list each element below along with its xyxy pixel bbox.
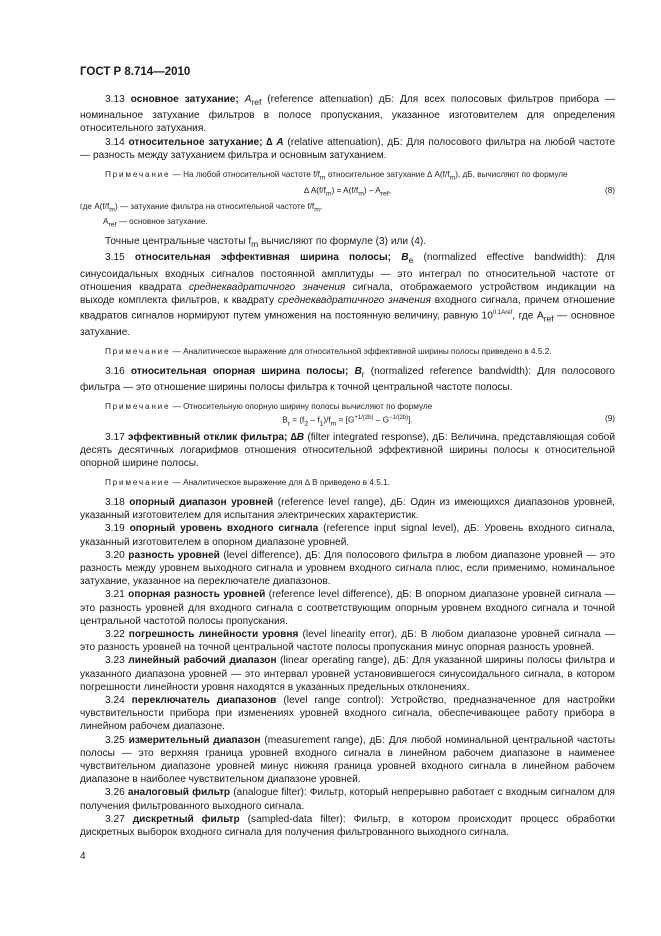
note-3-14: Примечание — На любой относительной частоте $f/f_m$ относительное затухание ∆ $A(f/f_m)$, дБ, вычисляют по формуле xyxy=(105,170,568,182)
item-3-24: 3.24 переключатель диапазонов (level range control): Устройство, предназначенное для настройки чувствительности прибора при изменениях уровней входного сигнала, обеспечивающее работу прибора в линейном рабочем диапазоне. xyxy=(80,694,615,733)
note-3-16: Примечание — Относительную опорную ширину полосы вычисляют по формуле xyxy=(105,401,433,411)
item-3-22: 3.22 погрешность линейности уровня (level linearity error), дБ: В любом диапазоне уровней сигнала — это разность уровней на точной центральной частоте полосы пропускания минус опорная разность уровней. xyxy=(80,628,615,654)
formula-8: ∆ $A(f/f_m) = A(f/f_m) - A_{ref}$, (8) xyxy=(304,186,615,198)
item-3-20: 3.20 разность уровней (level difference), дБ: Для полосового фильтра в любом диапазоне уровней — это разность между уровнем выходного сигнала и уровнем входного сигнала плюс, если применимо, номинальное затухание, указанное на переключателе диапазонов. xyxy=(80,549,615,588)
item-3-15: 3.15 относительная эффективная ширина полосы; $B_e$ (normalized effective bandwidth): Для синусоидальных входных сигналов постоянной амплитуды — это интеграл по относительной частоте от отношения квадрата среднеквадратичного значения сигнала, отображаемого устройством индикации на выходе комплекта фильтров, к квадрату среднеквадратичного значения входного сигнала, причем отношение квадратов сигналов нормируют путем умножения на постоянную величину, равную $10^{0,1Aref}$, где $A_{ref}$ — основное затухание. xyxy=(80,252,615,338)
where-1: где $A(f/f_m)$ — затухание фильтра на относительной частоте $f/f_m$, xyxy=(80,201,323,214)
item-3-16: 3.16 относительная опорная ширина полосы; $B_r$ (normalized reference bandwidth): Для полосового фильтра — это отношение ширины полосы фильтра к точной центральной частоте полосы. xyxy=(80,365,615,393)
item-3-17: 3.17 эффективный отклик фильтра; ∆B (filter integrated response), дБ: Величина, представляющая собой десять десятичных логарифмов отношения относительной эффективной ширины полосы к относительной опорной ширине полосы. xyxy=(80,431,615,470)
item-3-23: 3.23 линейный рабочий диапазон (linear operating range), дБ: Для указанной ширины полосы фильтра и указанного диапазона уровней — это интервал уровней установившегося синусоидального сигнала, в котором погрешности линейности уровня находятся в указанных предельных отклонениях. xyxy=(80,655,615,693)
formula-number: (8) xyxy=(604,186,615,196)
item-3-21: 3.21 опорная разность уровней (reference level difference), дБ: В опорном диапазоне уровней сигнала — это разность уровней для входного сигнала с соответствующим опорным уровнем входного сигнала и точной центральной частотой полосы пропускания. xyxy=(80,589,615,627)
item-3-26: 3.26 аналоговый фильтр (analogue filter): Фильтр, который непрерывно работает с входным сигналом для получения фильтрованного выходного сигнала. xyxy=(80,787,615,812)
formula-9: $B_r = (f_2 - f_1)/f_m = [G^{+1/(2b)} - G^{-1/(2b)}]$. (9) xyxy=(282,414,615,428)
note-3-17: Примечание — Аналитическое выражение для ∆ B приведено в 4.5.1. xyxy=(105,478,390,488)
exact-frequencies: Точные центральные частоты $f_m$ вычисляют по формуле (3) или (4). xyxy=(105,236,427,250)
item-3-18: 3.18 опорный диапазон уровней (reference level range), дБ: Один из имеющихся диапазонов уровней, указанный изготовителем для испытания электрических характеристик. xyxy=(80,496,615,522)
item-3-14: 3.14 относительное затухание; ∆ A (relative attenuation), дБ: Для полосового фильтра на любой частоте — разность между затуханием фильтра и основным затуханием. xyxy=(80,136,615,161)
item-3-19: 3.19 опорный уровень входного сигнала (reference input signal level), дБ: Уровень входного сигнала, указанный изготовителем в опорном диапазоне уровней. xyxy=(80,523,615,548)
page-body xyxy=(80,93,615,839)
item-3-25: 3.25 измерительный диапазон (measurement range), дБ: Для любой номинальной центральной частоты полосы — это верхняя граница уровней входного сигнала в линейном рабочем диапазоне в наименее чувствительном диапазоне уровней минус нижняя граница уровней входного сигнала в линейном рабочем диапазоне в наиболее чувствительном диапазоне уровней. xyxy=(80,734,615,786)
item-3-13: 3.13 основное затухание; $A_{ref}$ (reference attenuation) дБ: Для всех полосовых фильтров прибора — номинальное затухание фильтров в полосе пропускания, указанное изготовителем для определения относительного затухания. xyxy=(80,94,615,135)
item-3-27: 3.27 дискретный фильтр (sampled-data filter): Фильтр, в котором происходит процесс обработки дискретных выборок входного сигнала для получения фильтрованного выходного сигнала. xyxy=(80,813,615,838)
formula-number: (9) xyxy=(604,414,615,424)
note-3-15: Примечание — Аналитическое выражение для относительной эффективной ширины полосы приведено в 4.5.2. xyxy=(105,347,552,356)
page-number: 4 xyxy=(80,851,86,862)
document-header: ГОСТ Р 8.714—2010 xyxy=(80,66,191,78)
where-2: $A_{ref}$ — основное затухание. xyxy=(103,216,208,229)
